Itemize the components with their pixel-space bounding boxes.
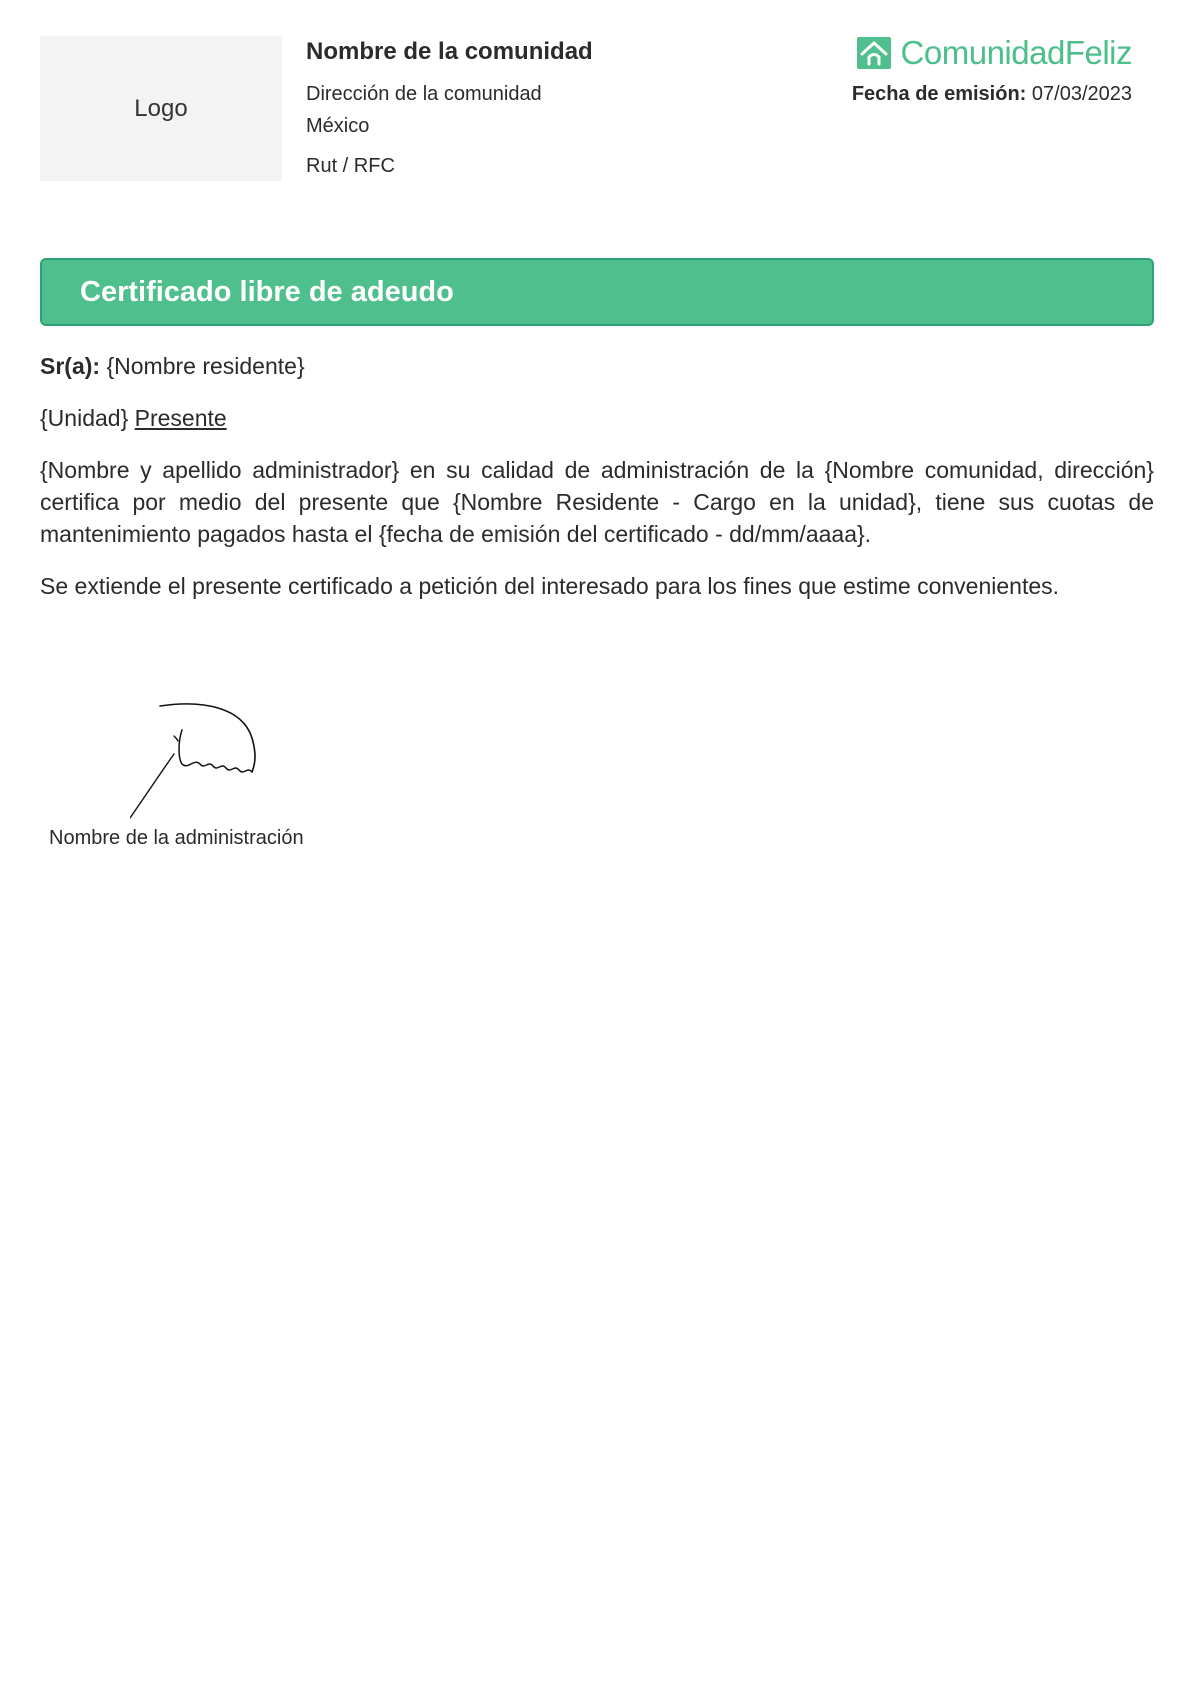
logo-placeholder [40, 36, 282, 181]
brand-logo [857, 34, 1132, 72]
community-name: Nombre de la comunidad [306, 38, 593, 65]
brand-name: ComunidadFeliz [900, 34, 1132, 71]
signer-name: Nombre de la administración [49, 827, 304, 849]
issue-date-value: 07/03/2023 [1031, 83, 1132, 105]
community-address: Dirección de la comunidad [306, 83, 542, 105]
community-country: México [306, 115, 370, 137]
certificate-title-banner [40, 258, 1154, 326]
salutation-line [40, 350, 1154, 382]
handwritten-signature [130, 700, 280, 825]
unit-line [40, 402, 1154, 434]
present-text: Presente [134, 405, 227, 431]
salutation-label: Sr(a): [40, 353, 101, 379]
logo-placeholder-text: Logo [134, 94, 188, 122]
issue-date-label: Fecha de emisión: [851, 83, 1027, 105]
certificate-body [40, 350, 1154, 622]
resident-name: {Nombre residente} [106, 353, 305, 379]
community-tax-id: Rut / RFC [306, 155, 395, 177]
home-heart-icon [857, 37, 891, 69]
community-info [306, 36, 726, 182]
closing-paragraph: Se extiende el presente certificado a petición del interesado para los fines que estime convenientes. [40, 573, 1060, 599]
body-paragraph: {Nombre y apellido administrador} en su calidad de administración de la {Nombre comunidad, dirección} certifica por medio del presente que {Nombre Residente - Cargo en la unidad}, tiene sus cuotas de mantenimiento pagados hasta el {fecha de emisión del certificado - dd/mm/aaaa}. [40, 457, 1154, 547]
issue-date-line [852, 80, 1132, 108]
unit-placeholder: {Unidad} [40, 405, 129, 431]
certificate-title: Certificado libre de adeudo [80, 275, 454, 308]
